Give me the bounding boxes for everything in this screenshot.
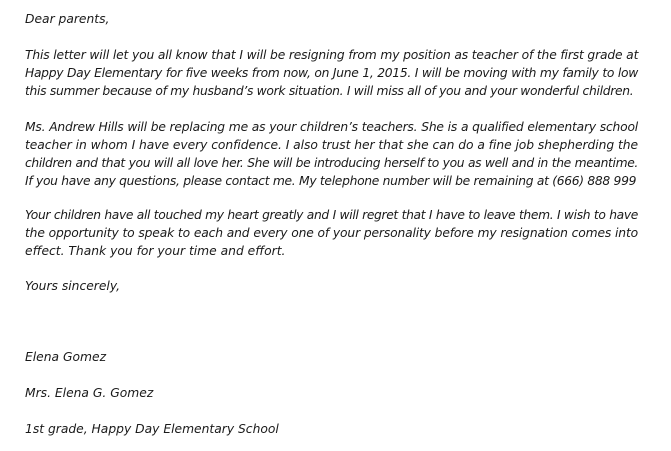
text-line: If you have any questions, please contact me. My telephone number will be remaining at (666) 888 999 [25, 174, 637, 188]
paragraph-farewell [25, 206, 638, 260]
text-line: children and that you will all love her. She will be introducing herself to you as well and in the meantime. [25, 156, 638, 170]
text-line: effect. Thank you for your time and effort. [25, 244, 286, 258]
paragraph-replacement-teacher [25, 118, 638, 190]
text-line: Happy Day Elementary for five weeks from now, on June 1, 2015. I will be moving with my family to low [25, 66, 638, 80]
text-line: teacher in whom I have every confidence. I also trust her that she can do a fine job shepherding the [25, 138, 639, 152]
text-line: Ms. Andrew Hills will be replacing me as your children’s teachers. She is a qualified elementary school [25, 120, 638, 134]
paragraph-resignation-notice [25, 46, 638, 100]
text-line: this summer because of my husband’s work situation. I will miss all of you and your wonderful children. [25, 84, 634, 98]
letter-greeting: Dear parents, [25, 12, 110, 26]
position-title: 1st grade, Happy Day Elementary School [25, 422, 279, 436]
text-line: the opportunity to speak to each and every one of your personality before my resignation comes into [25, 226, 638, 240]
text-line: Your children have all touched my heart greatly and I will regret that I have to leave them. I wish to have [25, 208, 638, 222]
formal-name: Mrs. Elena G. Gomez [25, 386, 154, 400]
signature-name: Elena Gomez [25, 350, 107, 364]
text-line: This letter will let you all know that I will be resigning from my position as teacher of the first grade at [25, 48, 639, 62]
letter-closing: Yours sincerely, [25, 279, 121, 293]
